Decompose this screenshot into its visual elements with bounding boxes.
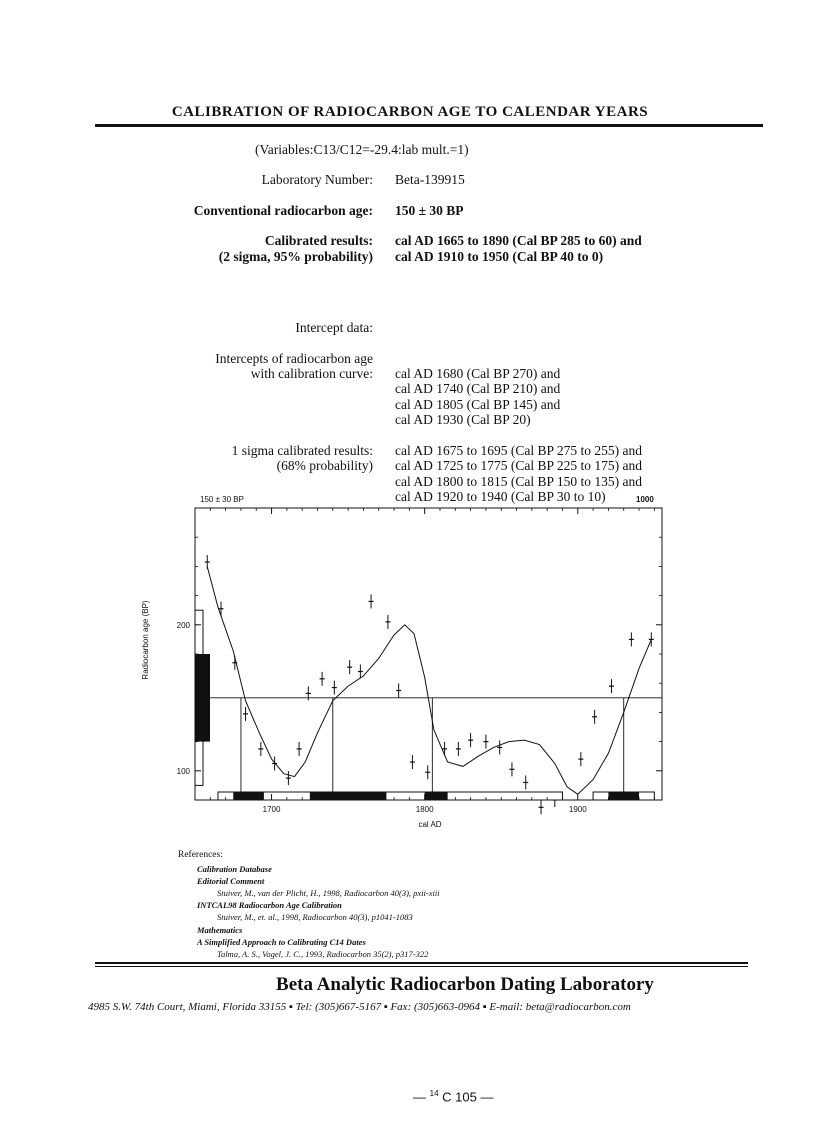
one-sigma-sublabel: (68% probability) <box>276 458 373 473</box>
reference-detail: Talma, A. S., Vogel, J. C., 1993, Radiocarbon 35(2), p317-322 <box>217 949 429 959</box>
x-tick-label: 1900 <box>568 805 587 814</box>
footer-rule <box>95 962 748 964</box>
x-tick-label: 1700 <box>262 805 281 814</box>
reference-detail: Stuiver, M., van der Plicht, H., 1998, Radiocarbon 40(3), pxii-xiii <box>217 888 440 898</box>
one-sigma-label: 1 sigma calibrated results: <box>231 443 373 458</box>
lab-number-label: Laboratory Number: <box>261 172 373 187</box>
reference-title: Calibration Database <box>197 864 272 874</box>
x-axis-label: cal AD <box>418 820 442 829</box>
y-tick-label: 100 <box>176 766 190 776</box>
calibrated-line: cal AD 1910 to 1950 (Cal BP 40 to 0) <box>395 249 604 264</box>
intercept-line: cal AD 1680 (Cal BP 270) and <box>395 366 561 381</box>
one-sigma-range-bar <box>425 792 448 800</box>
reference-title: Mathematics <box>197 925 243 935</box>
calibration-chart <box>120 490 680 840</box>
calibration-curve <box>207 566 651 794</box>
lab-name: Beta Analytic Radiocarbon Dating Laboratory <box>276 974 654 995</box>
chart-title: 150 ± 30 BP <box>200 495 244 504</box>
calibrated-line: cal AD 1665 to 1890 (Cal BP 285 to 60) and <box>395 233 642 248</box>
intercepts-label: Intercepts of radiocarbon age <box>215 351 373 366</box>
page-title: CALIBRATION OF RADIOCARBON AGE TO CALENDAR YEARS <box>171 104 649 120</box>
references-heading: References: <box>178 850 223 860</box>
page-number <box>413 1089 493 1104</box>
lab-number-value: Beta-139915 <box>395 172 465 187</box>
reference-detail: Stuiver, M., et. al., 1998, Radiocarbon 40(3), p1041-1083 <box>217 912 413 922</box>
calibrated-label: Calibrated results: <box>264 233 373 248</box>
x-tick-label: 1800 <box>415 805 434 814</box>
reference-title: A Simplified Approach to Calibrating C14 Dates <box>197 937 366 947</box>
title-rule <box>95 124 763 127</box>
calibrated-sublabel: (2 sigma, 95% probability) <box>218 249 373 264</box>
plot-frame <box>195 508 662 800</box>
intercept-line: cal AD 1930 (Cal BP 20) <box>395 412 531 427</box>
one-sigma-line: cal AD 1800 to 1815 (Cal BP 150 to 135) and <box>395 474 642 489</box>
page-suffix: — <box>480 1089 494 1105</box>
intercepts-sublabel: with calibration curve: <box>250 366 373 381</box>
y-axis-label: Radiocarbon age (BP) <box>141 600 150 680</box>
intercept-line: cal AD 1805 (Cal BP 145) and <box>395 397 561 412</box>
two-sigma-range-bar <box>218 792 563 800</box>
page-superscript: 14 <box>429 1089 439 1098</box>
reference-title: INTCAL98 Radiocarbon Age Calibration <box>197 900 342 910</box>
y-tick-label: 200 <box>176 620 190 630</box>
conventional-age-label: Conventional radiocarbon age: <box>193 203 373 218</box>
variables-text: (Variables:C13/C12=-29.4:lab mult.=1) <box>255 142 469 157</box>
intercept-line: cal AD 1740 (Cal BP 210) and <box>395 381 561 396</box>
intercept-data-label: Intercept data: <box>295 320 373 335</box>
reference-title: Editorial Comment <box>197 876 265 886</box>
one-sigma-line: cal AD 1725 to 1775 (Cal BP 225 to 175) and <box>395 458 642 473</box>
page-prefix: — <box>413 1089 426 1105</box>
conventional-age-value: 150 ± 30 BP <box>395 203 464 218</box>
one-sigma-trailing: 1000 <box>636 495 654 504</box>
one-sigma-line: cal AD 1920 to 1940 (Cal BP 30 to 10) <box>395 489 606 504</box>
page-label: C 105 <box>442 1089 477 1105</box>
lab-address: 4985 S.W. 74th Court, Miami, Florida 33155 ▪ Tel: (305)667-5167 ▪ Fax: (305)663-0964 ▪ E-mail: beta@radiocarbon.com <box>88 1001 631 1013</box>
footer-rule <box>95 966 748 967</box>
one-sigma-line: cal AD 1675 to 1695 (Cal BP 275 to 255) and <box>395 443 642 458</box>
one-sigma-range-bar <box>233 792 264 800</box>
